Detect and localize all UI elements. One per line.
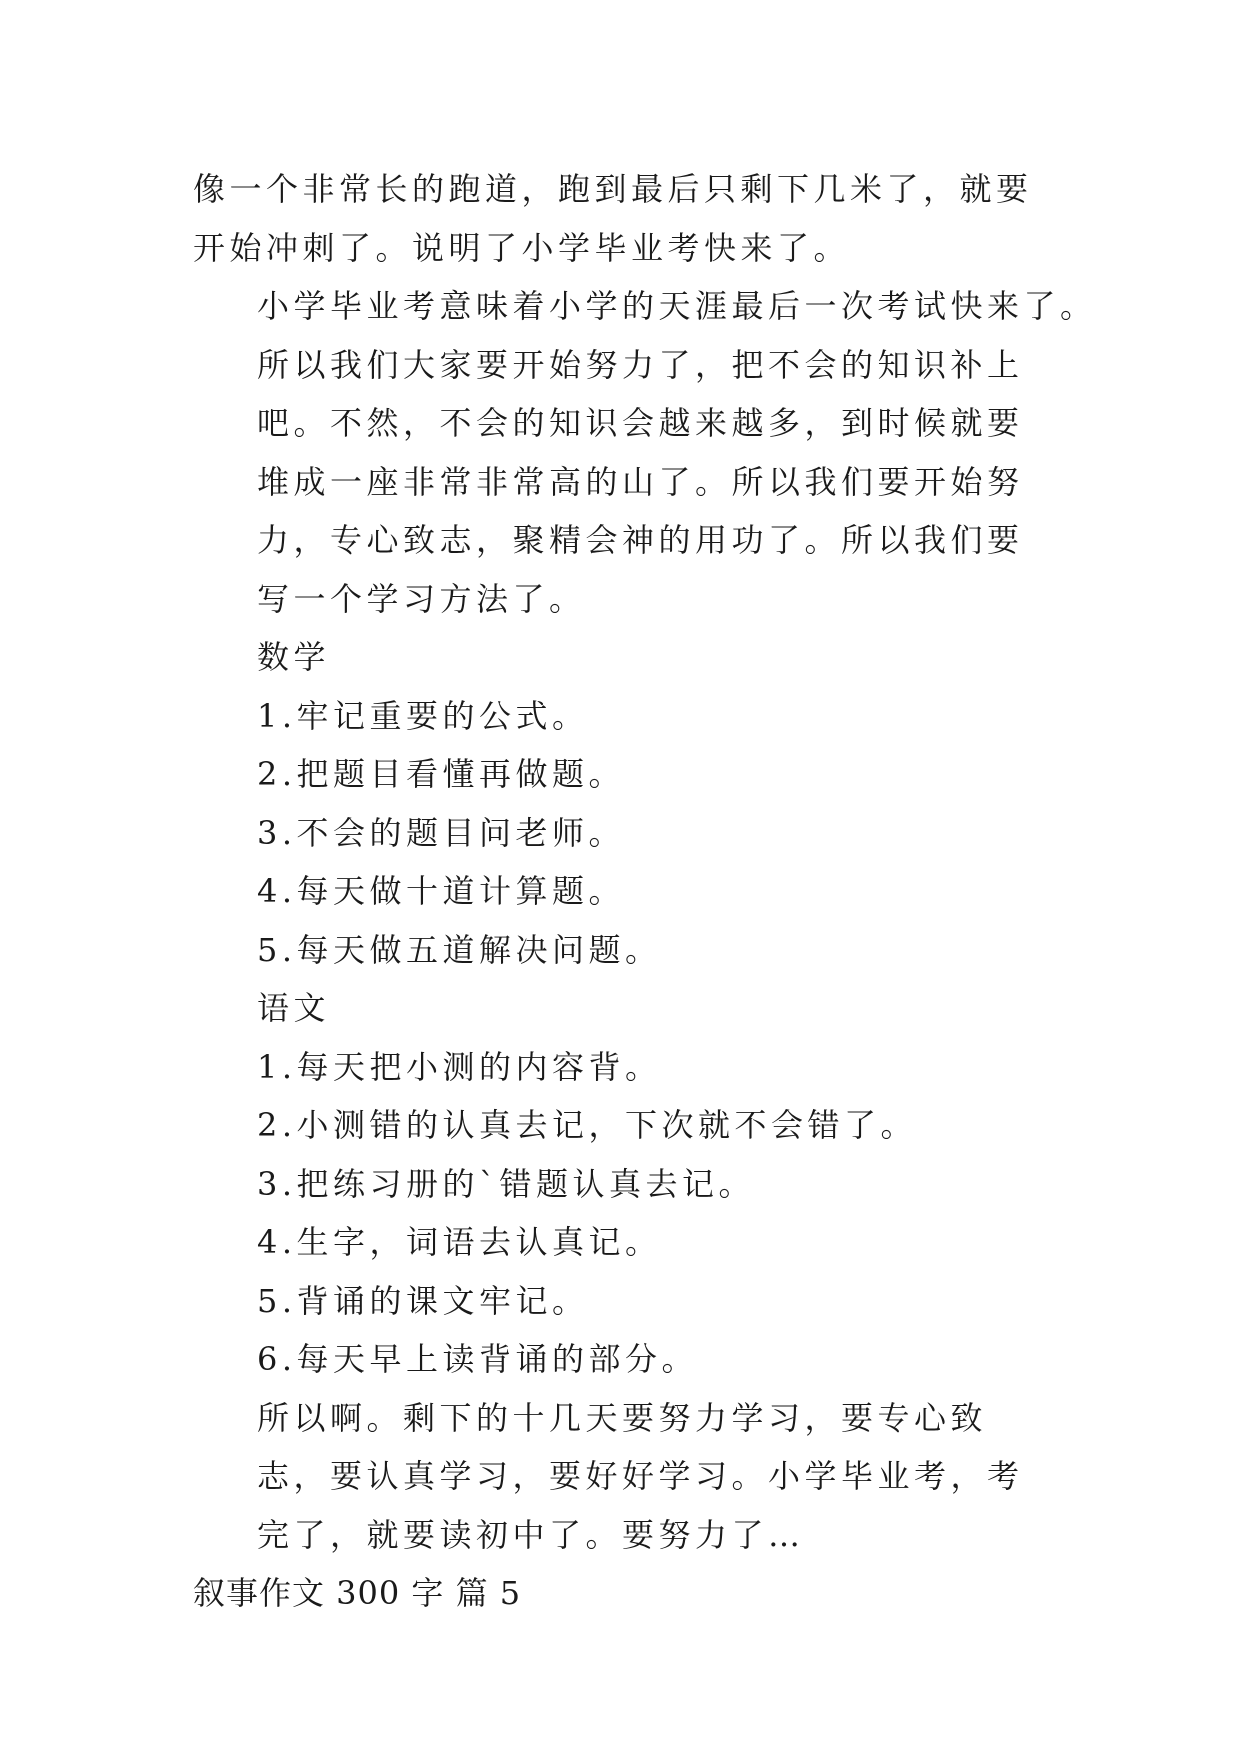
paragraph-1: 像一个非常长的跑道，跑到最后只剩下几米了，就要开始冲刺了。说明了小学毕业考快来了。	[193, 170, 1033, 267]
next-article-heading: 叙事作文 300 字 篇 5	[193, 1574, 522, 1612]
chinese-item-4: 4.生字，词语去认真记。	[257, 1223, 662, 1261]
chinese-item-2: 2.小测错的认真去记，下次就不会错了。	[257, 1106, 918, 1144]
chinese-item-5: 5.背诵的课文牢记。	[257, 1281, 589, 1320]
math-item-4: 4.每天做十道计算题。	[257, 872, 626, 910]
math-section-title: 数学	[257, 638, 331, 676]
math-item-2: 2.把题目看懂再做题。	[257, 755, 626, 793]
math-item-5: 5.每天做五道解决问题。	[257, 930, 662, 969]
document-page	[193, 160, 1097, 1623]
chinese-item-6: 6.每天早上读背诵的部分。	[257, 1340, 699, 1378]
paragraph-4: 所以啊。剩下的十几天要努力学习，要专心致志，要认真学习，要好好学习。小学毕业考，考完了，就要读初中了。要努力了…	[257, 1398, 1024, 1554]
math-item-1: 1.牢记重要的公式。	[257, 696, 589, 735]
chinese-item-3: 3.把练习册的`错题认真去记。	[257, 1164, 756, 1203]
paragraph-3: 所以我们大家要开始努力了，把不会的知识补上吧。不然，不会的知识会越来越多，到时候就要堆成一座非常非常高的山了。所以我们要开始努力，专心致志，聚精会神的用功了。所以我们要写一个学习方法了。	[257, 345, 1024, 618]
chinese-section-title: 语文	[257, 989, 331, 1027]
math-item-3: 3.不会的题目问老师。	[257, 813, 626, 852]
chinese-item-1: 1.每天把小测的内容背。	[257, 1047, 662, 1086]
paragraph-2: 小学毕业考意味着小学的天涯最后一次考试快来了。	[257, 287, 1097, 325]
